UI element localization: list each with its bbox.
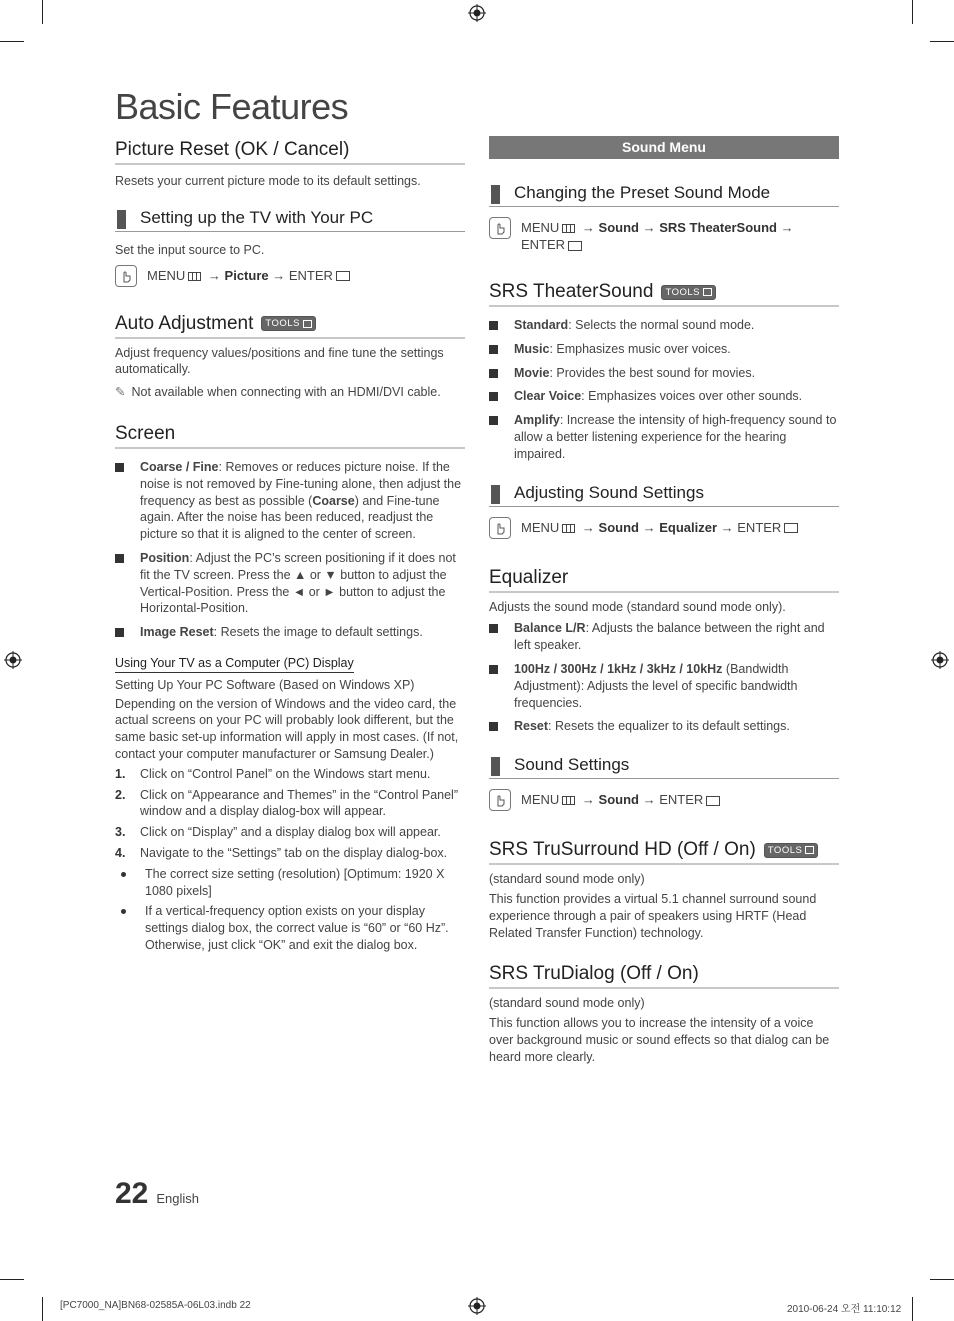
bullet-square-icon xyxy=(115,463,124,472)
registration-mark-icon xyxy=(468,4,486,22)
tools-label: TOOLS xyxy=(265,318,300,330)
bullet-square-icon xyxy=(489,392,498,401)
menu-icon xyxy=(562,524,575,533)
list-item xyxy=(115,787,465,821)
menu-icon xyxy=(562,796,575,805)
section-text: This function allows you to increase the intensity of a voice over background music or sound effects so that dialog can be heard more clearly. xyxy=(489,1016,830,1064)
hand-pointer-icon xyxy=(489,217,511,239)
desc: : Adjusts the balance between the right and left speaker. xyxy=(514,621,825,653)
list-item xyxy=(489,388,839,405)
menu-path-item: Sound xyxy=(598,792,639,808)
arrow: → xyxy=(581,220,595,235)
arrow: → xyxy=(642,220,656,235)
subsection-heading: Setting up the TV with Your PC xyxy=(115,208,465,232)
left-column xyxy=(115,139,465,954)
desc: (Bandwidth Adjustment): Adjusts the level of specific bandwidth frequencies. xyxy=(514,661,798,710)
subsection-heading: Adjusting Sound Settings xyxy=(489,483,839,507)
bullet-square-icon xyxy=(489,624,498,633)
bullet-text: If a vertical-frequency option exists on your display settings dialog box, the correct value is “60” or “60 Hz”. Otherwise, just click “OK” and exit the dialog box. xyxy=(145,904,449,952)
srs-list xyxy=(489,317,839,463)
arrow: → xyxy=(642,792,656,808)
enter-label: ENTER xyxy=(521,237,566,252)
menu-path-item: Sound xyxy=(598,220,639,235)
note xyxy=(115,384,465,401)
desc: : Increase the intensity of high-frequency sound to allow a better listening experience for the hearing impaired. xyxy=(514,413,837,461)
section-heading: Picture Reset (OK / Cancel) xyxy=(115,139,465,165)
term: Position xyxy=(140,550,190,565)
hand-pointer-icon xyxy=(489,517,511,539)
arrow: → xyxy=(581,519,595,535)
bullet-square-icon xyxy=(489,416,498,425)
list-item xyxy=(115,459,465,543)
equalizer-list xyxy=(489,620,839,735)
menu-path-item: Sound xyxy=(598,519,639,535)
list-item xyxy=(115,824,465,841)
menu-label: MENU xyxy=(147,267,186,283)
section-text: Depending on the version of Windows and the video card, the actual screens on your PC will probably look different, but the same basic set-up information will apply in most cases. (If not, contact your computer manufacturer or Samsung Dealer.) xyxy=(115,696,459,761)
menu-label: MENU xyxy=(521,519,560,535)
section-text: This function provides a virtual 5.1 channel surround sound experience through a pair of speakers using HRTF (Head Related Transfer Function) technology. xyxy=(489,891,817,940)
heading-text: Auto Adjustment xyxy=(115,312,254,334)
term: Amplify xyxy=(514,413,560,428)
section-note: (standard sound mode only) xyxy=(489,996,645,1011)
arrow: → xyxy=(780,220,794,235)
desc: : Provides the best sound for movies. xyxy=(549,365,756,380)
list-item xyxy=(489,718,839,735)
heading-text: SRS TruSurround HD (Off / On) xyxy=(489,839,756,861)
step-text: Navigate to the “Settings” tab on the display dialog-box. xyxy=(140,845,448,860)
hand-pointer-icon xyxy=(115,265,137,287)
pencil-icon: ✎ xyxy=(115,385,126,400)
print-file-info: [PC7000_NA]BN68-02585A-06L03.indb 22 xyxy=(60,1300,251,1311)
section-heading xyxy=(489,281,839,307)
term: Music xyxy=(514,341,550,356)
desc: : Removes or reduces picture noise. If the noise is not removed by Fine-tuning alone, then adjust the frequency as best as possible ( xyxy=(140,459,462,508)
list-item xyxy=(489,412,839,462)
term: Movie xyxy=(514,365,550,380)
crop-mark xyxy=(930,1279,954,1280)
crop-mark xyxy=(912,0,913,24)
list-item xyxy=(115,766,465,783)
bullet-square-icon xyxy=(489,665,498,674)
tools-icon xyxy=(703,288,712,296)
arrow: → xyxy=(207,267,221,283)
step-text: Click on “Control Panel” on the Windows start menu. xyxy=(140,766,431,781)
step-number: 2. xyxy=(115,787,126,802)
list-item xyxy=(489,661,839,711)
step-text: Click on “Appearance and Themes” in the “Control Panel” window and a display dialog-box will appear. xyxy=(140,787,458,819)
steps-list xyxy=(115,766,465,954)
heading-text: SRS TheaterSound xyxy=(489,281,654,302)
enter-label: ENTER xyxy=(288,267,333,283)
step-number: 3. xyxy=(115,825,126,840)
term: Clear Voice xyxy=(514,389,582,404)
section-heading: Equalizer xyxy=(489,567,839,593)
enter-label: ENTER xyxy=(737,519,782,535)
tools-badge xyxy=(261,316,316,331)
desc: ) and Fine-tune again. After the noise has been reduced, readjust the picture so that it is aligned to the center of screen. xyxy=(140,493,440,542)
desc: : Emphasizes music over voices. xyxy=(549,341,731,356)
language-label: English xyxy=(156,1191,200,1206)
list-item xyxy=(489,317,839,334)
bullet-text: The correct size setting (resolution) [Optimum: 1920 X 1080 pixels] xyxy=(145,866,445,898)
section-text: Set the input source to PC. xyxy=(115,242,265,257)
list-item xyxy=(115,550,465,617)
list-item xyxy=(115,624,465,641)
term: Balance L/R xyxy=(514,621,586,636)
page-footer xyxy=(115,1177,199,1211)
menu-label: MENU xyxy=(521,220,560,235)
menu-icon xyxy=(562,224,575,233)
menu-path-item: SRS TheaterSound xyxy=(659,220,777,235)
enter-icon xyxy=(336,271,350,281)
bullet-square-icon xyxy=(489,321,498,330)
list-item xyxy=(115,845,465,862)
section-text: Adjust frequency values/positions and fine tune the settings automatically. xyxy=(115,345,444,377)
tools-label: TOOLS xyxy=(767,844,803,856)
tools-icon xyxy=(805,846,814,854)
desc: : Adjust the PC’s screen positioning if it does not fit the TV screen. Press the ▲ or ▼ button to adjust the Vertical-Position. Press the ◄ or ► button to adjust the Horizontal-Position. xyxy=(140,550,456,616)
print-date-info: 2010-06-24 오전 11:10:12 xyxy=(787,1304,902,1315)
crop-mark xyxy=(912,1297,913,1321)
list-item xyxy=(489,341,839,358)
bullet-square-icon xyxy=(115,628,124,637)
registration-mark-icon xyxy=(931,651,949,669)
desc: : Resets the equalizer to its default settings. xyxy=(548,719,790,734)
tools-badge xyxy=(764,843,819,858)
term: Coarse xyxy=(312,493,355,508)
tools-label: TOOLS xyxy=(665,286,700,298)
bullet-square-icon xyxy=(115,554,124,563)
right-column xyxy=(489,136,839,1066)
arrow: → xyxy=(642,519,656,535)
crop-mark xyxy=(42,0,43,24)
desc: : Resets the image to default settings. xyxy=(213,625,423,640)
step-number: 1. xyxy=(115,766,126,781)
section-heading: Screen xyxy=(115,423,465,449)
tools-badge xyxy=(661,285,716,300)
subheading: Using Your TV as a Computer (PC) Display xyxy=(115,655,354,673)
section-note: (standard sound mode only) xyxy=(489,872,645,887)
page-title: Basic Features xyxy=(115,86,349,127)
bullet-square-icon xyxy=(489,369,498,378)
enter-label: ENTER xyxy=(659,792,704,808)
crop-mark xyxy=(0,41,24,42)
menu-path xyxy=(489,517,839,539)
section-heading xyxy=(115,313,465,339)
step-number: 4. xyxy=(115,845,126,860)
crop-mark xyxy=(930,41,954,42)
subsection-heading: Sound Settings xyxy=(489,755,839,779)
arrow: → xyxy=(720,519,734,535)
menu-path xyxy=(115,265,465,287)
section-text: Setting Up Your PC Software (Based on Windows XP) xyxy=(115,677,415,692)
bullet-dot-icon xyxy=(121,909,126,914)
list-item xyxy=(489,620,839,654)
desc: : Emphasizes voices over other sounds. xyxy=(581,389,803,404)
section-heading xyxy=(489,839,839,865)
enter-icon xyxy=(568,241,582,251)
term: Standard xyxy=(514,318,569,332)
menu-path xyxy=(489,789,839,811)
crop-mark xyxy=(42,1297,43,1321)
section-text: Resets your current picture mode to its default settings. xyxy=(115,174,421,188)
list-item xyxy=(115,903,465,953)
list-item xyxy=(115,866,465,900)
term: Image Reset xyxy=(140,625,214,640)
list-item xyxy=(489,365,839,382)
bullet-square-icon xyxy=(489,722,498,731)
term: 100Hz / 300Hz / 1kHz / 3kHz / 10kHz xyxy=(514,661,723,676)
registration-mark-icon xyxy=(468,1297,486,1315)
menu-label: MENU xyxy=(521,792,560,808)
enter-icon xyxy=(706,796,720,806)
menu-path-item: Picture xyxy=(224,267,269,283)
subsection-heading: Changing the Preset Sound Mode xyxy=(489,183,839,207)
arrow: → xyxy=(581,792,595,808)
section-text: Adjusts the sound mode (standard sound mode only). xyxy=(489,599,786,614)
bullet-dot-icon xyxy=(121,872,126,877)
term: Coarse / Fine xyxy=(140,459,219,474)
menu-path xyxy=(489,217,839,253)
screen-list xyxy=(115,459,465,641)
page-number: 22 xyxy=(115,1177,149,1210)
note-text: Not available when connecting with an HDMI/DVI cable. xyxy=(131,385,441,400)
sound-menu-banner: Sound Menu xyxy=(489,136,839,159)
enter-icon xyxy=(784,523,798,533)
hand-pointer-icon xyxy=(489,789,511,811)
menu-icon xyxy=(188,272,201,281)
crop-mark xyxy=(0,1279,24,1280)
menu-path-item: Equalizer xyxy=(659,519,718,535)
arrow: → xyxy=(272,267,286,283)
section-heading: SRS TruDialog (Off / On) xyxy=(489,963,839,989)
tools-icon xyxy=(303,320,312,328)
registration-mark-icon xyxy=(4,651,22,669)
desc: : Selects the normal sound mode. xyxy=(568,318,755,332)
step-text: Click on “Display” and a display dialog box will appear. xyxy=(140,825,441,840)
bullet-square-icon xyxy=(489,345,498,354)
term: Reset xyxy=(514,719,549,734)
